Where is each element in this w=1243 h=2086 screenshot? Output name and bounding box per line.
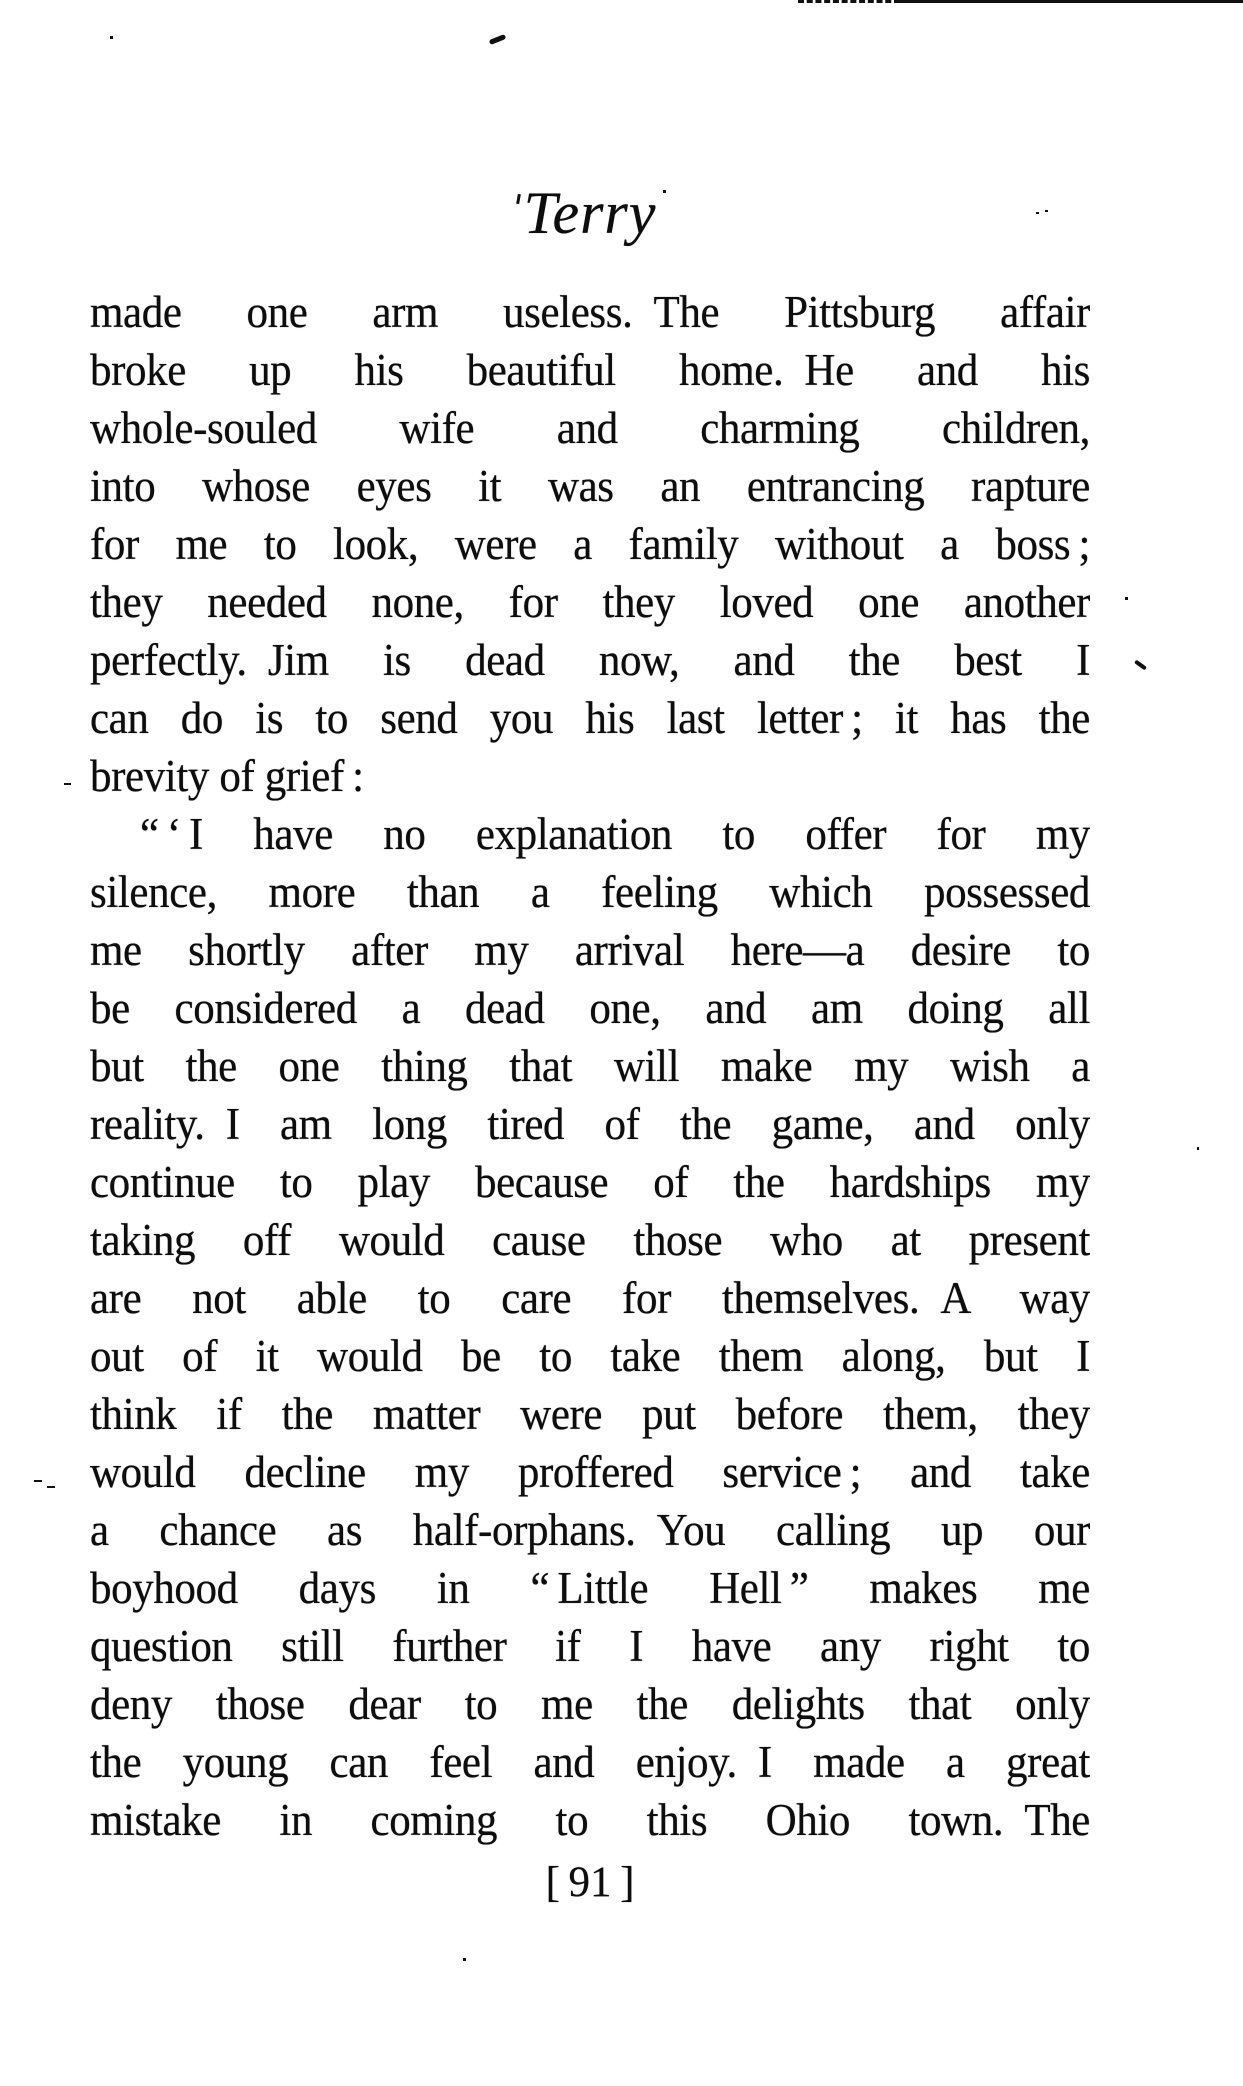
text-line: into whose eyes it was an entrancing rapture: [90, 461, 1090, 512]
text-line: question still further if I have any right to: [90, 1621, 1090, 1672]
page-title: Terry: [523, 180, 657, 246]
text-line: made one arm useless. The Pittsburg affair: [90, 287, 1090, 338]
text-line: taking off would cause those who at present: [90, 1215, 1090, 1266]
text-line: deny those dear to me the delights that only: [90, 1679, 1090, 1730]
scan-speck: [64, 783, 71, 785]
text-line: mistake in coming to this Ohio town. The: [90, 1795, 1090, 1846]
text-line: silence, more than a feeling which possessed: [90, 867, 1090, 918]
text-line: continue to play because of the hardships my: [90, 1157, 1090, 1208]
text-line: be considered a dead one, and am doing all: [90, 983, 1090, 1034]
text-line: can do is to send you his last letter ; it has the: [90, 693, 1090, 744]
scan-speck: [1134, 660, 1147, 671]
scan-speck: [34, 1480, 42, 1482]
text-line: broke up his beautiful home. He and his: [90, 345, 1090, 396]
scan-speck: [463, 1958, 466, 1961]
text-line: would decline my proffered service ; and take: [90, 1447, 1090, 1498]
scan-speck: [1125, 597, 1128, 600]
text-line: think if the matter were put before them, they: [90, 1389, 1090, 1440]
text-line: me shortly after my arrival here—a desire to: [90, 925, 1090, 976]
scan-edge-rule-solid: [896, 0, 1243, 3]
text-line: but the one thing that will make my wish a: [90, 1041, 1090, 1092]
scan-speck: [489, 34, 507, 45]
text-line: boyhood days in “ Little Hell ” makes me: [90, 1563, 1090, 1614]
scan-speck: [110, 36, 113, 39]
text-line: reality. I am long tired of the game, and only: [90, 1099, 1090, 1150]
text-line: for me to look, were a family without a boss ;: [90, 519, 1090, 570]
scan-edge-rule-dashed: [798, 0, 900, 3]
text-line: brevity of grief :: [90, 751, 364, 802]
text-line: the young can feel and enjoy. I made a great: [90, 1737, 1090, 1788]
text-line: a chance as half-orphans. You calling up our: [90, 1505, 1090, 1556]
body-lines: [90, 284, 1090, 1850]
page-number: [ 91 ]: [545, 1859, 635, 1906]
text-line: whole-souled wife and charming children,: [90, 403, 1090, 454]
scan-speck: [1197, 1147, 1199, 1150]
text-line: “ ‘ I have no explanation to offer for my: [140, 809, 1090, 860]
text-line: perfectly. Jim is dead now, and the best I: [90, 635, 1090, 686]
text-line: they needed none, for they loved one another: [90, 577, 1090, 628]
text-line: out of it would be to take them along, but I: [90, 1331, 1090, 1382]
text-line: are not able to care for themselves. A way: [90, 1273, 1090, 1324]
